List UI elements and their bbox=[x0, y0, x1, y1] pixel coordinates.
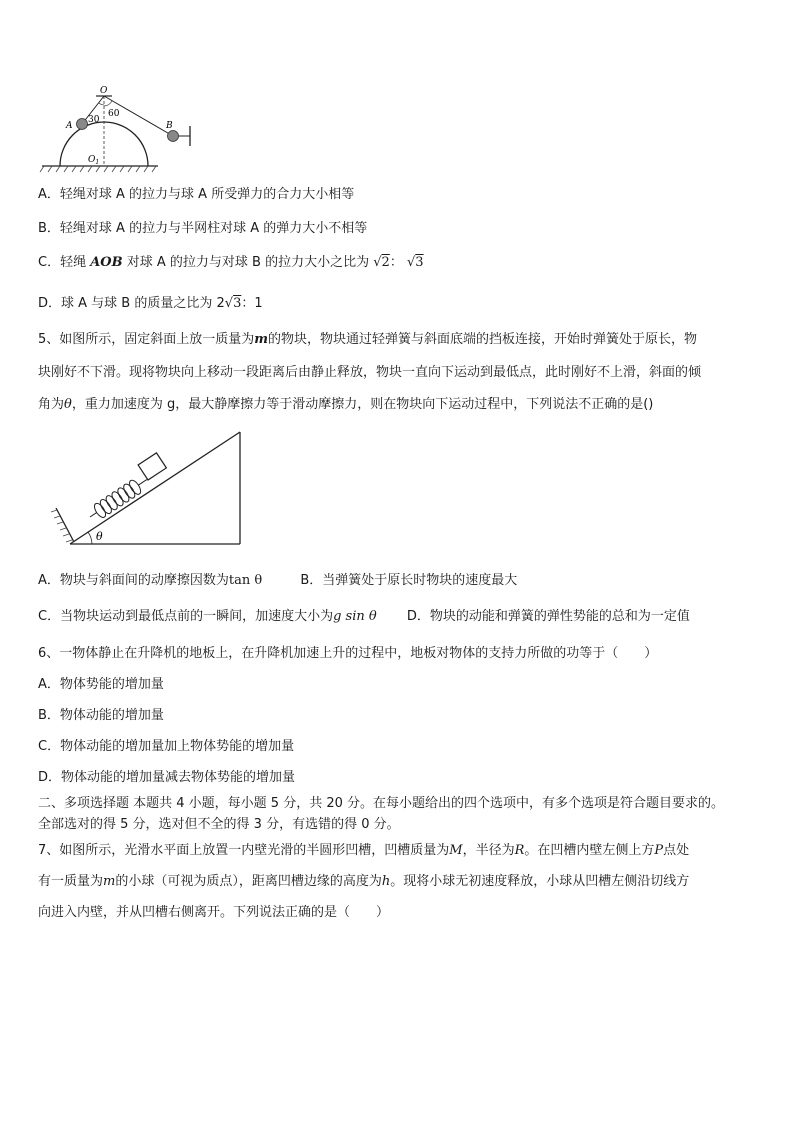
section2-line2: 全部选对的得 5 分，选对但不全的得 3 分，有选错的得 0 分。 bbox=[38, 817, 400, 832]
figure-half-cylinder bbox=[38, 84, 203, 174]
q5-option-b: B．当弹簧处于原长时物块的速度最大 bbox=[300, 573, 518, 588]
label-o: O bbox=[100, 86, 108, 96]
q5-option-c: C．当物块运动到最低点前的一瞬间，加速度大小为g sin θ bbox=[38, 609, 377, 624]
q7-stem-line1: 7、如图所示，光滑水平面上放置一内壁光滑的半圆形凹槽，凹槽质量为M，半径为R。在凹槽内壁左侧上方P点处 bbox=[38, 843, 690, 858]
label-theta: θ bbox=[96, 530, 103, 543]
ball-b bbox=[168, 131, 179, 142]
ball-a bbox=[77, 119, 88, 130]
label-60: 60 bbox=[108, 109, 120, 119]
q5-stem-line2: 块刚好不下滑。现将物块向上移动一段距离后由静止释放，物块一直向下运动到最低点，此时刚好不上滑，斜面的倾 bbox=[38, 365, 702, 380]
q7-stem-line2: 有一质量为m的小球（可视为质点），距离凹槽边缘的高度为h。现将小球无初速度释放，小球从凹槽左侧沿切线方 bbox=[38, 874, 690, 889]
q6-option-c: C．物体动能的增加量加上物体势能的增加量 bbox=[38, 739, 295, 754]
q7-stem-line3: 向进入内壁，并从凹槽右侧离开。下列说法正确的是（ ） bbox=[38, 905, 390, 920]
label-o1: $O_1$ bbox=[88, 155, 100, 166]
q5-option-a: A．物块与斜面间的动摩擦因数为tan θ bbox=[38, 573, 263, 588]
q5-option-d: D．物块的动能和弹簧的弹性势能的总和为一定值 bbox=[406, 609, 690, 624]
figure-incline-spring bbox=[44, 428, 244, 550]
sqrt-2: √2 bbox=[373, 255, 390, 270]
q4-option-c: C．轻绳 AOB 对球 A 的拉力与对球 B 的拉力大小之比为 √2： √3 bbox=[38, 255, 424, 270]
q5-stem-line3: 角为θ，重力加速度为 g，最大静摩擦力等于滑动摩擦力，则在物块向下运动过程中，下列说法不正确的是() bbox=[38, 397, 654, 412]
q6-option-a: A．物体势能的增加量 bbox=[38, 677, 164, 692]
sqrt-3: √3 bbox=[406, 255, 424, 270]
q4-option-a: A．轻绳对球 A 的拉力与球 A 所受弹力的合力大小相等 bbox=[38, 187, 355, 202]
q5-stem-line1: 5、如图所示，固定斜面上放一质量为m的物块，物块通过轻弹簧与斜面底端的挡板连接，开始时弹簧处于原长，物 bbox=[38, 332, 698, 347]
q6-option-b: B．物体动能的增加量 bbox=[38, 708, 164, 723]
spring bbox=[86, 473, 152, 524]
q6-option-d: D．物体动能的增加量减去物体势能的增加量 bbox=[38, 770, 296, 785]
q5-options-row2 bbox=[38, 608, 690, 626]
label-30: 30 bbox=[88, 115, 100, 125]
q4-option-d: D．球 A 与球 B 的质量之比为 2√3：1 bbox=[38, 296, 263, 311]
block bbox=[138, 453, 166, 480]
q5-options-row1 bbox=[38, 572, 517, 590]
section2-line1: 二、多项选择题 本题共 4 小题，每小题 5 分，共 20 分。在每小题给出的四个选项中，有多个选项是符合题目要求的。 bbox=[38, 796, 725, 811]
q6-stem: 6、一物体静止在升降机的地板上，在升降机加速上升的过程中，地板对物体的支持力所做的功等于（ ） bbox=[38, 646, 658, 661]
q4-option-b: B．轻绳对球 A 的拉力与半网柱对球 A 的弹力大小不相等 bbox=[38, 221, 368, 236]
label-b: B bbox=[166, 121, 173, 131]
label-a: A bbox=[66, 121, 73, 131]
